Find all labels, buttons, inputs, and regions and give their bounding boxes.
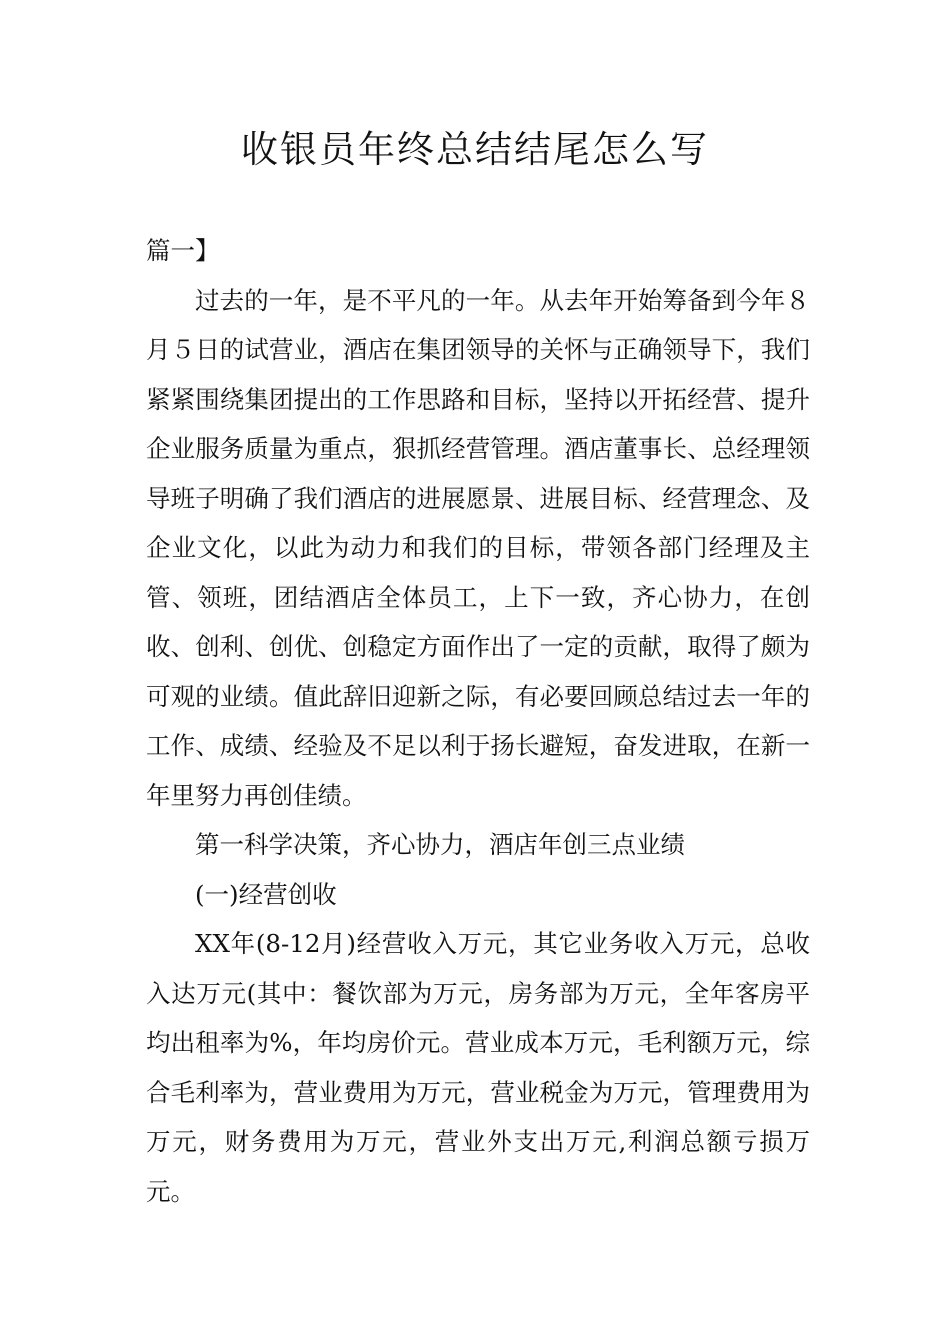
document-body [146, 226, 810, 1216]
document-title: 收银员年终总结结尾怎么写 [241, 128, 709, 171]
section-heading: 第一科学决策，齐心协力，酒店年创三点业绩 [195, 830, 685, 859]
section-heading: 篇一】 [146, 236, 220, 265]
paragraph: 过去的一年，是不平凡的一年。从去年开始筹备到今年８月５日的试营业，酒店在集团领导的关怀与正确领导下，我们紧紧围绕集团提出的工作思路和目标，坚持以开拓经营、提升企业服务质量为重点，狠抓经营管理。酒店董事长、总经理领导班子明确了我们酒店的进展愿景、进展目标、经营理念、及企业文化，以此为动力和我们的目标，带领各部门经理及主管、领班，团结酒店全体员工，上下一致，齐心协力，在创收、创利、创优、创稳定方面作出了一定的贡献，取得了颇为可观的业绩。值此辞旧迎新之际，有必要回顾总结过去一年的工作、成绩、经验及不足以利于扬长避短，奋发进取，在新一年里努力再创佳绩。 [146, 285, 810, 810]
paragraph: XX年(8-12月)经营收入万元，其它业务收入万元，总收入达万元(其中：餐饮部为万元，房务部为万元，全年客房平均出租率为%，年均房价元。营业成本万元，毛利额万元，综合毛利率为，营业费用为万元，营业税金为万元，管理费用为万元，财务费用为万元，营业外支出万元,利润总额亏损万元。 [146, 929, 810, 1206]
subsection-heading: (一)经营创收 [195, 879, 337, 909]
